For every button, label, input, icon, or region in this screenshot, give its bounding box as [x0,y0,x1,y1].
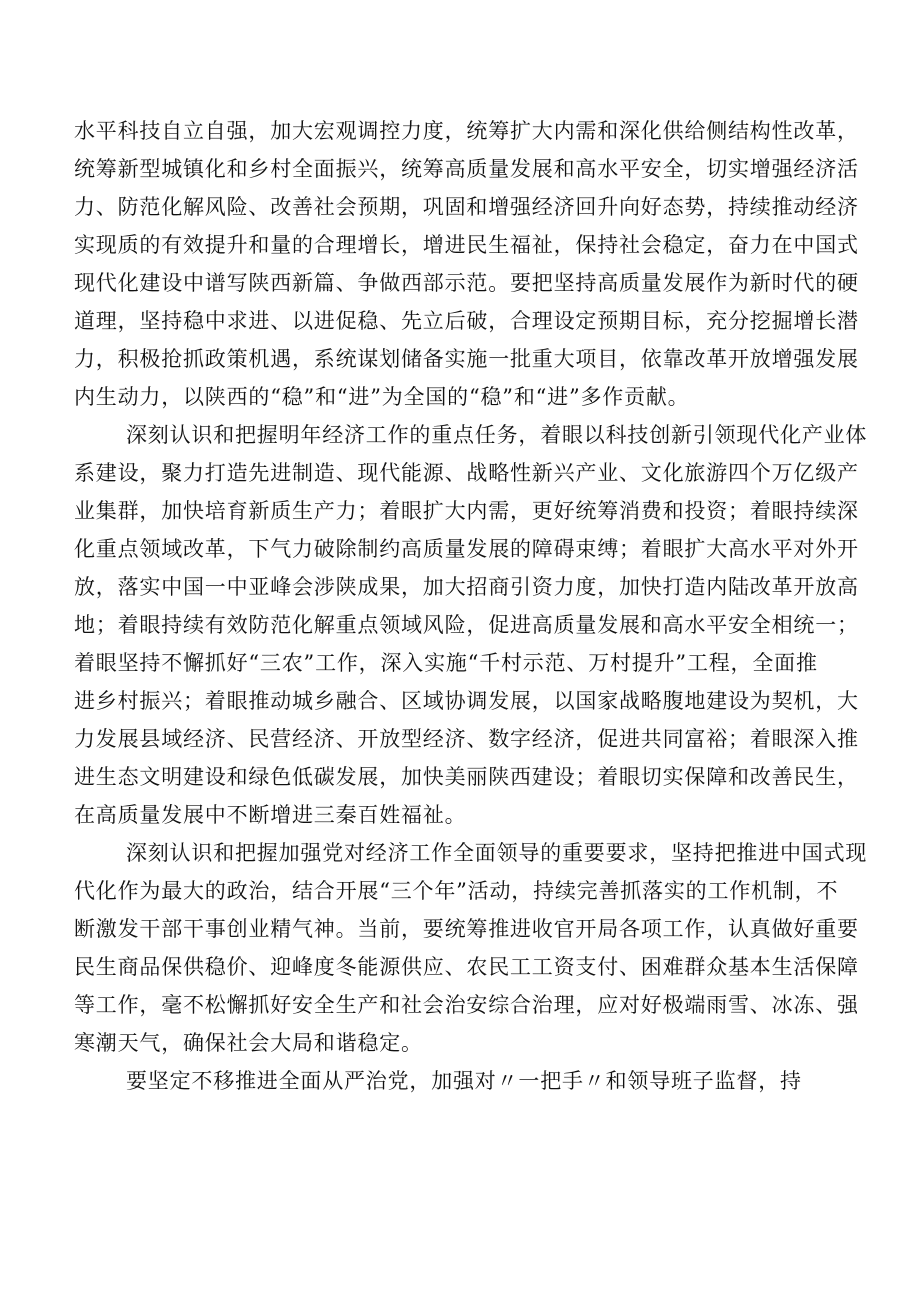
paragraph-line: 着眼坚持不懈抓好“三农”工作，深入实施“千村示范、万村提升”工程，全面推 [74,651,818,675]
paragraph-line: 在高质量发展中不断增进三秦百姓福祉。 [74,803,467,827]
paragraph-line: 民生商品保供稳价、迎峰度冬能源供应、农民工工资支付、困难群众基本生活保障 [74,955,859,979]
paragraph-line: 道理，坚持稳中求进、以进促稳、先立后破，合理设定预期目标，充分挖掘增长潜 [74,309,859,333]
paragraph-line: 力、防范化解风险、改善社会预期，巩固和增强经济回升向好态势，持续推动经济 [74,195,859,219]
paragraph-line: 实现质的有效提升和量的合理增长，增进民生福祉，保持社会稳定，奋力在中国式 [74,233,859,257]
paragraph-line: 化重点领域改革，下气力破除制约高质量发展的障碍束缚；着眼扩大高水平对外开 [74,537,859,561]
paragraph-line: 代化作为最大的政治，结合开展“三个年”活动，持续完善抓落实的工作机制，不 [74,879,839,903]
paragraph-first-line: 深刻认识和把握明年经济工作的重点任务，着眼以科技创新引领现代化产业体 [126,423,868,447]
paragraph-line: 内生动力，以陕西的“稳”和“进”为全国的“稳”和“进”多作贡献。 [74,385,690,409]
paragraph-line: 断激发干部干事创业精气神。当前，要统筹推进收官开局各项工作，认真做好重要 [74,917,859,941]
paragraph-line: 放，落实中国一中亚峰会涉陕成果，加大招商引资力度，加快打造内陆改革开放高 [74,575,859,599]
paragraph-first-line: 要坚定不移推进全面从严治党，加强对〃一把手〃和领导班子监督，持 [126,1069,802,1093]
paragraph-line: 进乡村振兴；着眼推动城乡融合、区域协调发展，以国家战略腹地建设为契机，大 [74,689,859,713]
paragraph-line: 进生态文明建设和绿色低碳发展，加快美丽陕西建设；着眼切实保障和改善民生， [74,765,859,789]
paragraph-line: 寒潮天气，确保社会大局和谐稳定。 [74,1031,423,1055]
paragraph-first-line: 深刻认识和把握加强党对经济工作全面领导的重要要求，坚持把推进中国式现 [126,841,868,865]
paragraph-line: 系建设，聚力打造先进制造、现代能源、战略性新兴产业、文化旅游四个万亿级产 [74,461,859,485]
paragraph-line: 水平科技自立自强，加大宏观调控力度，统筹扩大内需和深化供给侧结构性改革， [74,119,859,143]
paragraph-line: 力发展县域经济、民营经济、开放型经济、数字经济，促进共同富裕；着眼深入推 [74,727,859,751]
paragraph-line: 统筹新型城镇化和乡村全面振兴，统筹高质量发展和高水平安全，切实增强经济活 [74,157,859,181]
paragraph-line: 现代化建设中谱写陕西新篇、争做西部示范。要把坚持高质量发展作为新时代的硬 [74,271,859,295]
paragraph-line: 业集群，加快培育新质生产力；着眼扩大内需，更好统筹消费和投资；着眼持续深 [74,499,859,523]
paragraph-line: 等工作，毫不松懈抓好安全生产和社会治安综合治理，应对好极端雨雪、冰冻、强 [74,993,859,1017]
paragraph-line: 地；着眼持续有效防范化解重点领域风险，促进高质量发展和高水平安全相统一； [74,613,859,637]
paragraph-line: 力，积极抢抓政策机遇，系统谋划储备实施一批重大项目，依靠改革开放增强发展 [74,347,859,371]
